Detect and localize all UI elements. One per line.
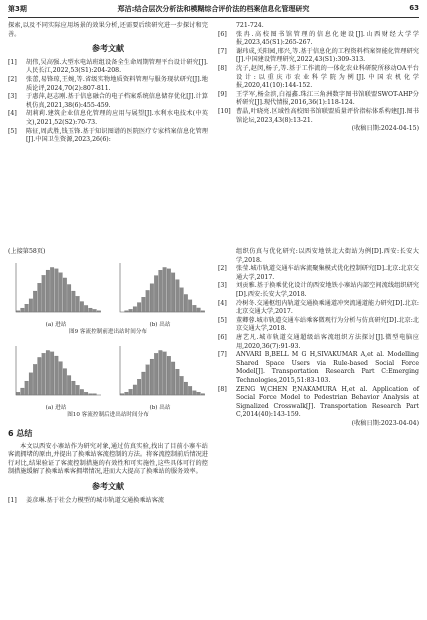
section-heading: 6 总结	[8, 429, 33, 438]
references-heading: 参考文献	[92, 481, 124, 491]
histogram-bar	[188, 300, 192, 312]
reference-text: 陈征,周武胜,钱玉锋.基于知识图谱的医院医疗专家档案信息化管理[J].中国卫生资源,2023,26(6):	[26, 127, 208, 144]
top-left-column	[8, 22, 208, 145]
page-number: 63	[409, 4, 419, 12]
reference-number: [2]	[8, 75, 17, 83]
histogram-bar	[167, 356, 171, 395]
reference-item	[218, 22, 419, 31]
reference-number	[218, 248, 236, 265]
histogram-bar	[150, 359, 154, 395]
histogram-bar	[29, 299, 33, 312]
reference-number: [3]	[8, 93, 17, 101]
histogram-bar	[167, 269, 171, 312]
reference-text: 张蕾,易锋琼,王婉,等.省级实物地质资料管理与服务现状研究[J].地质论评,2024,70(2):807-811.	[26, 75, 208, 92]
histogram-bar	[184, 294, 188, 312]
reference-list	[218, 22, 419, 125]
histogram-bar	[80, 389, 84, 395]
reference-text: 王学军,杨金滨,白福鑫.珠江三角洲数字图书馆联盟SWOT-AHP分析研究[J].现代情报,2016,36(1):118-124.	[236, 90, 419, 107]
reference-item	[218, 351, 419, 385]
histogram-bar	[171, 362, 175, 395]
reference-number: [8]	[218, 64, 227, 72]
reference-item	[8, 93, 208, 110]
reference-number: [5]	[8, 127, 17, 135]
axis-line	[120, 263, 205, 312]
histogram-bar	[180, 376, 184, 395]
reference-text: 组织仿真与优化研究:以西安地铁北大街站为例[D].西安:长安大学,2018.	[236, 248, 419, 264]
reference-text: 胡莉莉.建筑企业信息化管理的应用与展望[J].水利水电技术(中英文),2021,52(S2):70-73.	[26, 110, 208, 126]
reference-text: 姜彦琳.基于社会力模型的城市轨道交通换乘站客流	[26, 496, 165, 504]
running-header	[8, 4, 419, 16]
continued-marker: (上接第58页)	[8, 248, 46, 255]
reference-number: [1]	[8, 496, 17, 504]
histogram-bar	[25, 381, 29, 395]
reference-text: 721-724.	[236, 22, 264, 29]
histogram-bar	[171, 273, 175, 312]
axis-line	[16, 263, 101, 312]
histogram-bar	[125, 311, 129, 312]
reference-item	[8, 128, 208, 145]
histogram-bar	[129, 389, 133, 395]
histogram-bar	[176, 369, 180, 395]
histogram-bar	[76, 385, 80, 395]
reference-text: 张冉.高校图书馆管理的信息化建设[J].山西财经大学学报,2023,45(S1):265-267.	[236, 30, 419, 47]
reference-item	[8, 110, 208, 127]
histogram-bar	[72, 291, 76, 312]
reference-number: [3]	[218, 282, 227, 290]
reference-item	[218, 91, 419, 108]
references-heading: 参考文献	[92, 44, 124, 54]
reference-item	[8, 59, 208, 76]
reference-text: 胡伟,吴高强.大型水电站班组设备全生命周期管理平台设计研究[J].人民长江,2022,53(S1):204-208.	[26, 58, 208, 75]
histogram-bar	[16, 392, 20, 395]
reference-number: [9]	[218, 90, 227, 98]
histogram-bar	[89, 394, 93, 395]
subcaption: (b) 出站	[149, 322, 171, 328]
reference-item	[8, 76, 208, 93]
histogram-bar	[184, 382, 188, 395]
chart-fig10-a	[8, 343, 104, 401]
axis-line	[16, 346, 101, 395]
reference-text: 唐艺凡.城市轨道交通超级站客流组织方法探讨[J].微型电脑应用,2020,36(7):91-93.	[236, 333, 419, 350]
histogram-bar	[163, 352, 167, 395]
histogram-bar	[180, 288, 184, 312]
histogram-bar	[201, 394, 205, 395]
histogram-bar	[89, 308, 93, 312]
top-right-column	[218, 22, 419, 134]
histogram-bar	[67, 284, 71, 312]
reference-item	[218, 108, 419, 125]
histogram-bar	[55, 269, 59, 312]
bottom-right-column	[218, 248, 419, 428]
reference-item	[218, 317, 419, 334]
reference-item	[218, 386, 419, 420]
reference-number: [6]	[218, 30, 227, 38]
histogram-bar	[125, 392, 129, 395]
histogram-bar	[33, 364, 37, 395]
histogram-bar	[55, 356, 59, 395]
histogram-bar	[193, 305, 197, 312]
conclusion-paragraph: 探索,以及不同实际应用场景的效果分析,还需要后续研究进一步探讨和完善。	[8, 22, 208, 38]
subcaption: (a) 进站	[45, 322, 67, 328]
histogram-bar	[137, 303, 141, 312]
histogram-bar	[63, 369, 67, 395]
histogram-bar	[193, 391, 197, 395]
histogram-bar	[59, 362, 63, 395]
histogram-bar	[93, 394, 97, 395]
received-date: (收稿日期:2023-04-04)	[351, 419, 419, 427]
reference-item	[218, 31, 419, 48]
reference-text: 刘贡雅.基于换乘优化设计的西安地铁小寨站内部空间流线组织研究[D].西安:长安大学,2018.	[236, 282, 419, 298]
chart-fig9-a	[8, 260, 104, 318]
reference-item	[218, 265, 419, 282]
reference-number: [8]	[218, 385, 227, 393]
histogram-bar	[137, 379, 141, 395]
histogram-bar	[63, 278, 67, 312]
histogram-bar	[50, 352, 54, 395]
histogram-bar	[38, 283, 42, 312]
axis-line	[120, 346, 205, 395]
reference-item	[218, 300, 419, 317]
reference-number: [1]	[8, 58, 17, 66]
reference-item	[218, 248, 419, 265]
reference-text: 冷树冬.交通枢纽内轨道交通换乘通道冲突流通道能力研究[D].北京:北京交通大学,2017.	[236, 299, 419, 316]
chart-fig10-b	[112, 343, 208, 401]
running-title: 郑洁:结合层次分析法和模糊综合评价法的档案信息化管理研究	[117, 5, 310, 13]
histogram-bar	[42, 275, 46, 312]
reference-number	[218, 22, 236, 31]
histogram-bar	[21, 388, 25, 395]
reference-text: ZENG W,CHEN P,NAKAMURA H,et al. Application of Social Force Model to Pedestrian Behavior Analysis at Signalized Crosswalk[J]. Transportation Research Part C,2014(40):143-159.	[236, 385, 419, 419]
figure-caption: 图9 客流控制前进出站时间分布	[68, 329, 148, 335]
reference-text: 谢玮成,关阳园,邢兴,等.基于信息化的工程资料档案智能化管理研究[J].中国建设管理研究,2022,43(S1):309-313.	[236, 47, 419, 64]
reference-text: 沈子,赵闵,杨子,等.基于工作流的一体化农业科研院所移动OA平台设计:以重庆市农业科学院为例[J].中国农机化学报,2020,41(10):144-152.	[236, 64, 419, 90]
histogram-bar	[46, 350, 50, 395]
histogram-bar	[29, 373, 33, 395]
reference-text: ANVARI B,BELL M G H,SIVAKUMAR A,et al. Modelling Shared Space Users via Rule-based Social Force Model[J]. Transportation Research Part C:Emerging Technologies,2015,51:83-103.	[236, 351, 419, 384]
summary-paragraph: 本文以西安小寨站作为研究对象,通过仿真实验,找出了目前小寨车站客流拥堵的原由,并提出了换乘站客流控制的方法。将客流控制前后情况进行对比,结果验证了客流控制措施的有效性和可实施性,这些具体可行的控制措施缓解了换乘站乘客拥堵情况,进而大大提高了换乘站的服务效率。	[8, 442, 208, 476]
histogram-bar	[59, 273, 63, 312]
histogram-bar	[146, 365, 150, 395]
reference-list	[8, 497, 208, 506]
header-rule	[8, 17, 419, 18]
subcaption: (b) 出站	[149, 405, 171, 411]
histogram-bar	[84, 392, 88, 395]
histogram-bar	[133, 385, 137, 395]
histogram-bar	[154, 353, 158, 395]
reference-number: [10]	[218, 107, 231, 115]
reference-list	[8, 59, 208, 145]
histogram-bar	[129, 309, 133, 312]
histogram-bar	[25, 304, 29, 312]
histogram-bar	[142, 297, 146, 312]
histogram-bar	[201, 311, 205, 312]
reference-list	[218, 248, 419, 420]
figure-9	[8, 260, 208, 336]
figure-caption: 图10 客流控制后进出站时间分布	[67, 412, 149, 418]
reference-number: [4]	[8, 110, 17, 118]
histogram-bar	[176, 280, 180, 312]
reference-text: 董卿蓉.城市轨道交通车站乘客微观行为分析与仿真研究[D].北京:北京交通大学,2018.	[236, 316, 419, 333]
reference-text: 于惠萍,赵志刚.基于信息融合的电子档案系统信息储存优化[J].计算机仿真,2021,38(6):455-459.	[26, 93, 208, 109]
reference-number: [4]	[218, 299, 227, 307]
histogram-bar	[80, 302, 84, 312]
figure-10	[8, 343, 208, 419]
histogram-bar	[120, 394, 124, 395]
histogram-bar	[72, 381, 76, 395]
histogram-bar	[97, 311, 101, 312]
histogram-bar	[159, 270, 163, 312]
histogram-bar	[150, 284, 154, 312]
reference-item	[218, 282, 419, 299]
histogram-bar	[197, 308, 201, 312]
histogram-bar	[76, 296, 80, 312]
reference-item	[8, 497, 208, 506]
histogram-bar	[67, 376, 71, 395]
reference-text: 张莹.城市轨道交通车站客流聚集模式优化控制研究[D].北京:北京交通大学,2017.	[236, 265, 419, 281]
reference-item	[218, 334, 419, 351]
reference-item	[218, 48, 419, 65]
histogram-bar	[159, 350, 163, 395]
histogram-bar	[146, 290, 150, 312]
histogram-bar	[84, 305, 88, 312]
issue-number: 第3期	[8, 5, 27, 13]
histogram-bar	[93, 309, 97, 312]
reference-number: [2]	[218, 265, 227, 273]
histogram-bar	[133, 307, 137, 312]
received-date: (收稿日期:2024-04-15)	[351, 125, 419, 133]
histogram-bar	[154, 276, 158, 312]
histogram-bar	[16, 311, 20, 312]
chart-fig9-b	[112, 260, 208, 318]
histogram-bar	[188, 386, 192, 395]
histogram-bar	[33, 291, 37, 312]
histogram-bar	[163, 267, 167, 312]
section-6	[8, 430, 208, 505]
reference-number: [7]	[218, 47, 227, 55]
reference-item	[218, 65, 419, 91]
histogram-bar	[142, 372, 146, 395]
reference-number: [6]	[218, 333, 227, 341]
histogram-bar	[50, 267, 54, 312]
histogram-bar	[42, 353, 46, 395]
histogram-bar	[21, 308, 25, 312]
reference-text: 曹晶,叶晓亮.区域性高校图书馆联盟质量评价指标体系构建[J].图书馆论坛,2023,43(8):13-21.	[236, 107, 419, 124]
reference-number: [7]	[218, 351, 227, 359]
histogram-bar	[46, 270, 50, 312]
histogram-bar	[38, 357, 42, 395]
reference-number: [5]	[218, 316, 227, 324]
histogram-bar	[197, 392, 201, 395]
subcaption: (a) 进站	[45, 405, 67, 411]
